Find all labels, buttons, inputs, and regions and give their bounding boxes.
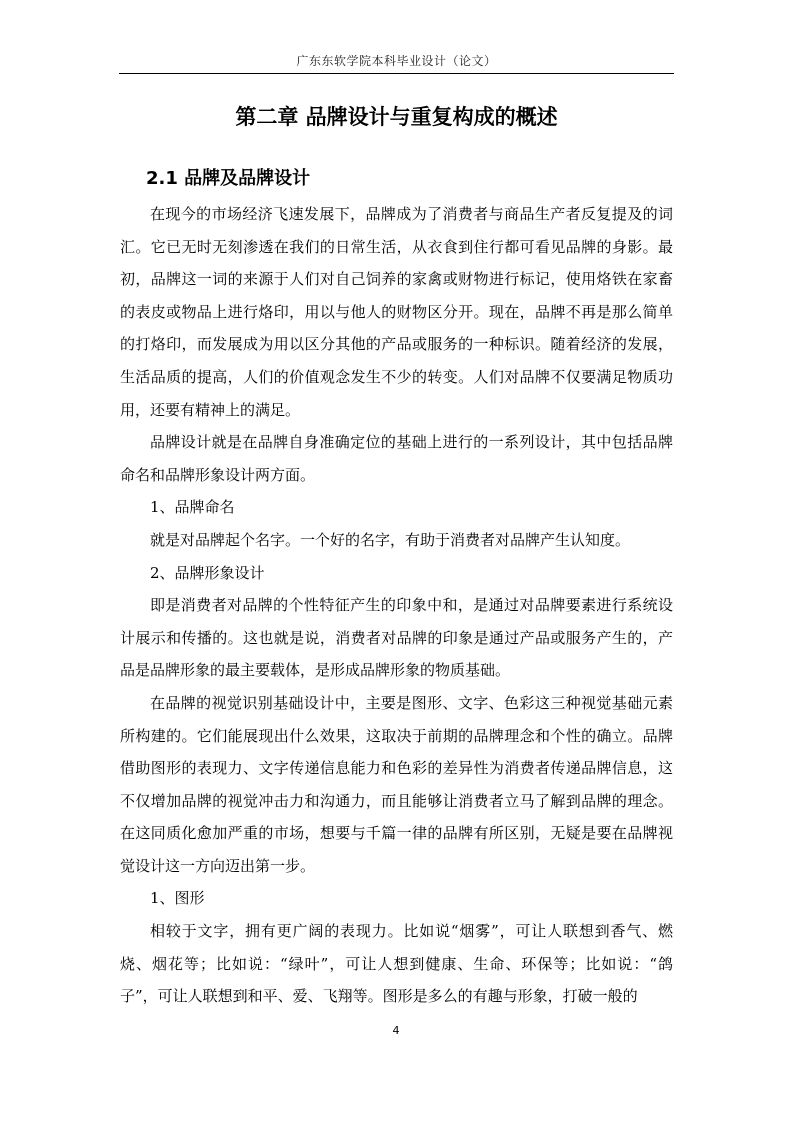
chapter-title: 第二章 品牌设计与重复构成的概述 (235, 105, 558, 129)
section-title: 2.1 品牌及品牌设计 (146, 168, 311, 189)
running-header: 广东东软学院本科毕业设计（论文） (296, 54, 497, 68)
body-text (120, 198, 673, 1013)
paragraph-graphics: 相较于文字，拥有更广阔的表现力。比如说“烟雾”，可让人联想到香气、燃烧、烟花等；比如说：“绿叶”，可让人想到健康、生命、环保等；比如说：“鸽子”，可让人联想到和平、爱、飞翔等。图形是多么的有趣与形象，打破一般的 (120, 922, 673, 1006)
header-rule (119, 73, 674, 74)
list-item-brand-image: 2、品牌形象设计 (150, 563, 265, 582)
list-item-graphics: 1、图形 (150, 889, 205, 908)
paragraph-brand-intro: 在现今的市场经济飞速发展下，品牌成为了消费者与商品生产者反复提及的词汇。它已无时无刻渗透在我们的日常生活，从衣食到住行都可看见品牌的身影。最初，品牌这一词的来源于人们对自己饲养的家禽或财物进行标记，使用烙铁在家畜的表皮或物品上进行烙印，用以与他人的财物区分开。现在，品牌不再是那么简单的打烙印，而发展成为用以区分其他的产品或服务的一种标识。随着经济的发展，生活品质的提高，人们的价值观念发生不少的转变。人们对品牌不仅要满足物质功用，还要有精神上的满足。 (120, 205, 673, 419)
list-item-brand-naming: 1、品牌命名 (150, 498, 235, 517)
paragraph-brand-naming: 就是对品牌起个名字。一个好的名字，有助于消费者对品牌产生认知度。 (150, 530, 631, 549)
paragraph-brand-design: 品牌设计就是在品牌自身准确定位的基础上进行的一系列设计，其中包括品牌命名和品牌形象设计两方面。 (120, 433, 673, 484)
paragraph-visual-identity: 在品牌的视觉识别基础设计中，主要是图形、文字、色彩这三种视觉基础元素所构建的。它们能展现出什么效果，这取决于前期的品牌理念和个性的确立。品牌借助图形的表现力、文字传递信息能力和色彩的差异性为消费者传递品牌信息，这不仅增加品牌的视觉冲击力和沟通力，而且能够让消费者立马了解到品牌的理念。在这同质化愈加严重的市场，想要与千篇一律的品牌有所区别，无疑是要在品牌视觉设计这一方向迈出第一步。 (120, 693, 673, 875)
paragraph-brand-image: 即是消费者对品牌的个性特征产生的印象中和，是通过对品牌要素进行系统设计展示和传播的。这也就是说，消费者对品牌的印象是通过产品或服务产生的，产品是品牌形象的最主要载体，是形成品牌形象的物质基础。 (120, 596, 673, 680)
page-number: 4 (392, 1024, 400, 1037)
